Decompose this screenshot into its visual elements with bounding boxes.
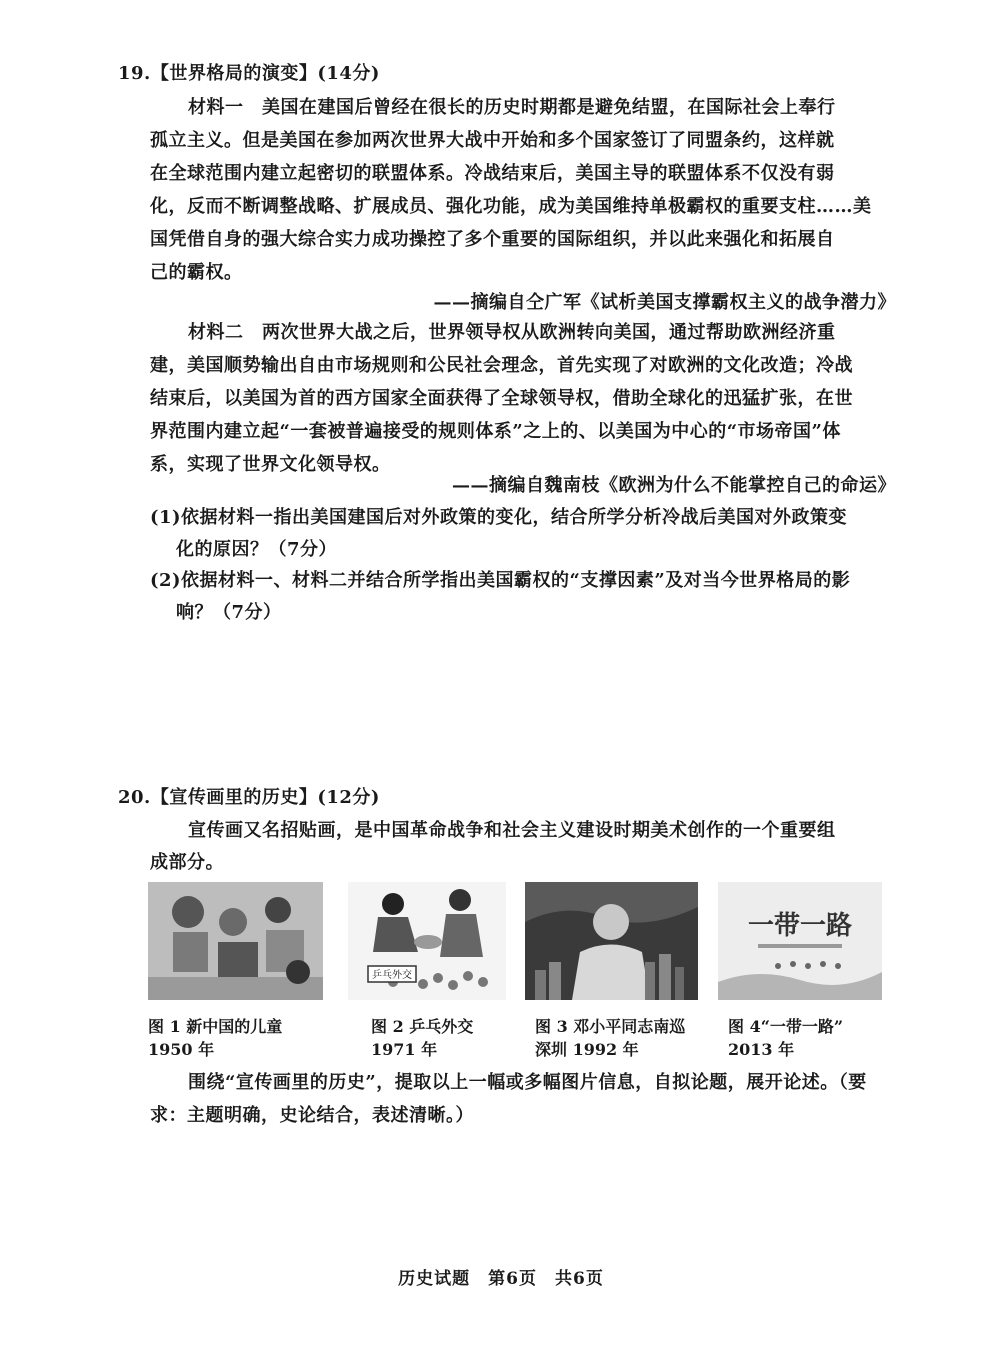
figure-1-image xyxy=(148,882,323,1000)
page-footer: 历史试题 第6页 共6页 xyxy=(398,1269,604,1289)
figure-1-caption: 图 1 新中国的儿童 xyxy=(148,1017,283,1036)
figure-2-caption: 图 2 乒乓外交 xyxy=(371,1017,474,1036)
q19-sub2-line: (2)依据材料一、材料二并结合所学指出美国霸权的“支撑因素”及对当今世界格局的影 xyxy=(150,570,851,591)
figure-4-year: 2013 年 xyxy=(728,1040,795,1059)
q20-title: 20.【宣传画里的历史】(12分) xyxy=(118,787,380,808)
q19-m2-line: 建，美国顺势输出自由市场规则和公民社会理念，首先实现了对欧洲的文化改造；冷战 xyxy=(150,355,853,376)
q19-m2-line: 系，实现了世界文化领导权。 xyxy=(150,454,391,475)
q19-m1-line: 孤立主义。但是美国在参加两次世界大战中开始和多个国家签订了同盟条约，这样就 xyxy=(150,130,835,151)
figure-2-inner-text: 乒乓外交 xyxy=(372,970,412,981)
figure-2-year: 1971 年 xyxy=(371,1040,438,1059)
q19-m2-line: 材料二 两次世界大战之后，世界领导权从欧洲转向美国，通过帮助欧洲经济重 xyxy=(188,322,836,343)
figure-1-year: 1950 年 xyxy=(148,1040,215,1059)
q19-m1-line: 国凭借自身的强大综合实力成功操控了多个重要的国际组织，并以此来强化和拓展自 xyxy=(150,229,835,250)
figure-3-year: 深圳 1992 年 xyxy=(535,1040,639,1059)
q19-sub1-line: (1)依据材料一指出美国建国后对外政策的变化，结合所学分析冷战后美国对外政策变 xyxy=(150,507,848,528)
q19-m1-line: 己的霸权。 xyxy=(150,262,243,283)
q19-title: 19.【世界格局的演变】(14分) xyxy=(118,63,380,84)
q19-m1-line: 化，反而不断调整战略、扩展成员、强化功能，成为美国维持单极霸权的重要支柱……美 xyxy=(150,196,872,217)
q20-intro-line: 成部分。 xyxy=(150,852,224,873)
q19-m2-line: 界范围内建立起“一套被普遍接受的规则体系”之上的、以美国为中心的“市场帝国”体 xyxy=(150,421,841,442)
q19-m1-line: 材料一 美国在建国后曾经在很长的历史时期都是避免结盟，在国际社会上奉行 xyxy=(188,97,836,118)
figure-2-image xyxy=(348,882,506,1000)
figure-3-image xyxy=(525,882,698,1000)
q20-intro-line: 宣传画又名招贴画，是中国革命战争和社会主义建设时期美术创作的一个重要组 xyxy=(188,820,836,841)
figure-4-inner-text: 一带一路 xyxy=(747,911,853,941)
q19-m2-source: ——摘编自魏南枝《欧洲为什么不能掌控自己的命运》 xyxy=(452,475,896,496)
q20-task-line: 围绕“宣传画里的历史”，提取以上一幅或多幅图片信息，自拟论题，展开论述。（要 xyxy=(188,1072,867,1093)
q19-sub1-line: 化的原因？（7分） xyxy=(176,539,338,560)
q19-sub2-line: 响？（7分） xyxy=(176,602,282,623)
q19-m2-line: 结束后，以美国为首的西方国家全面获得了全球领导权，借助全球化的迅猛扩张，在世 xyxy=(150,388,853,409)
figure-4-image xyxy=(718,882,882,1000)
figure-3-caption: 图 3 邓小平同志南巡 xyxy=(535,1017,686,1036)
figure-4-caption: 图 4“一带一路” xyxy=(728,1017,844,1036)
q19-m1-source: ——摘编自仝广军《试析美国支撑霸权主义的战争潜力》 xyxy=(433,292,896,313)
q20-task-line: 求：主题明确，史论结合，表述清晰。） xyxy=(150,1105,474,1126)
q19-m1-line: 在全球范围内建立起密切的联盟体系。冷战结束后，美国主导的联盟体系不仅没有弱 xyxy=(150,163,835,184)
